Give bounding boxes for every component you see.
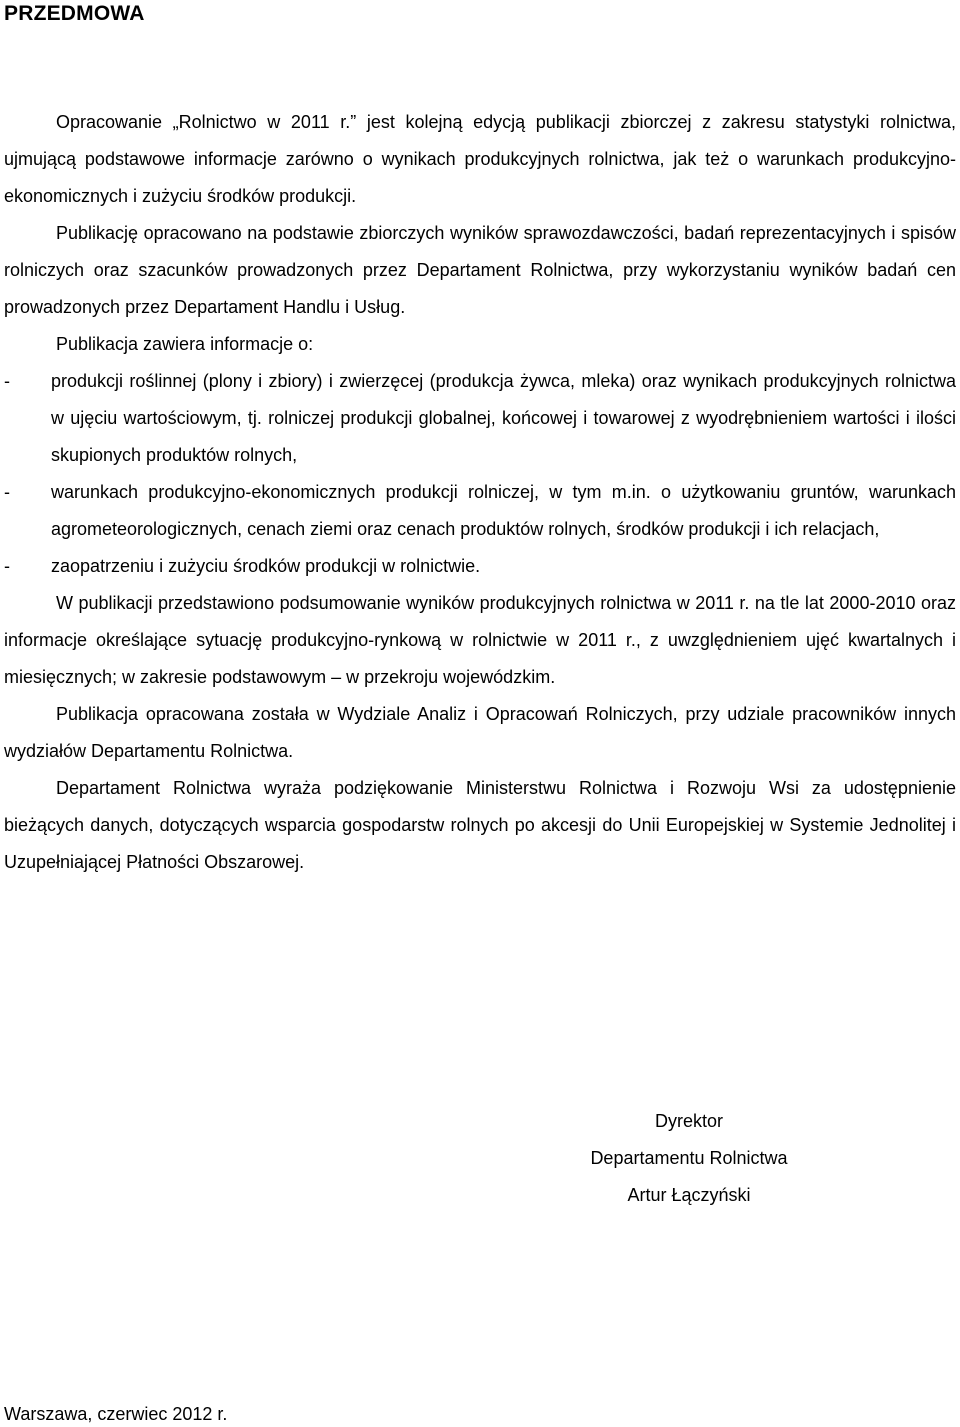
authorship-paragraph: Publikacja opracowana została w Wydziale Analiz i Opracowań Rolniczych, przy udziale pracowników innych wydziałów Departamentu Rolnictwa. <box>4 704 956 761</box>
place-and-date: Warszawa, czerwiec 2012 r. <box>4 1404 228 1424</box>
list-item <box>4 363 956 474</box>
acknowledgement-paragraph: Departament Rolnictwa wyraża podziękowanie Ministerstwu Rolnictwa i Rozwoju Wsi za udostępnienie bieżących danych, dotyczących wsparcia gospodarstw rolnych po akcesji do Unii Europejskiej w Systemie Jednolitej i Uzupełniającej Płatności Obszarowej. <box>4 778 956 872</box>
page-title: PRZEDMOWA <box>4 2 145 25</box>
sources-paragraph: Publikację opracowano na podstawie zbiorczych wyników sprawozdawczości, badań reprezentacyjnych i spisów rolniczych oraz szacunków prowadzonych przez Departament Rolnictwa, przy wykorzystaniu wyników badań cen prowadzonych przez Departament Handlu i Usług. <box>4 223 956 317</box>
signature-block <box>572 1103 806 1214</box>
list-item <box>4 548 956 585</box>
list-dash: - <box>4 556 10 576</box>
list-item <box>4 474 956 548</box>
summary-paragraph: W publikacji przedstawiono podsumowanie wyników produkcyjnych rolnictwa w 2011 r. na tle lat 2000-2010 oraz informacje określające sytuację produkcyjno-rynkową w rolnictwie w 2011 r., z uwzględnieniem ujęć kwartalnych i miesięcznych; w zakresie podstawowym – w przekroju wojewódzkim. <box>4 593 956 687</box>
contents-intro-paragraph: Publikacja zawiera informacje o: <box>56 334 314 354</box>
list-dash: - <box>4 371 10 391</box>
signature-title: Dyrektor <box>654 1111 723 1131</box>
intro-paragraph: Opracowanie „Rolnictwo w 2011 r.” jest kolejną edycją publikacji zbiorczej z zakresu statystyki rolnictwa, ujmującą podstawowe informacje zarówno o wynikach produkcyjnych rolnictwa, jak też o warunkach produkcyjno-ekonomicznych i zużyciu środków produkcji. <box>4 112 956 206</box>
contents-list <box>4 363 956 585</box>
list-item-text: zaopatrzeniu i zużyciu środków produkcji w rolnictwie. <box>51 556 481 576</box>
list-item-text: warunkach produkcyjno-ekonomicznych produkcji rolniczej, w tym m.in. o użytkowaniu gruntów, warunkach agrometeorologicznych, cenach ziemi oraz cenach produktów rolnych, środków produkcji i ich relacjach, <box>51 482 956 539</box>
preface-body <box>4 104 956 881</box>
signature-department: Departamentu Rolnictwa <box>590 1148 788 1168</box>
list-item-text: produkcji roślinnej (plony i zbiory) i zwierzęcej (produkcja żywca, mleka) oraz wynikach produkcyjnych rolnictwa w ujęciu wartościowym, tj. rolniczej produkcji globalnej, końcowej i towarowej z wyodrębnieniem wartości i ilości skupionych produktów rolnych, <box>51 371 956 465</box>
list-dash: - <box>4 482 10 502</box>
signature-name: Artur Łączyński <box>627 1185 751 1205</box>
